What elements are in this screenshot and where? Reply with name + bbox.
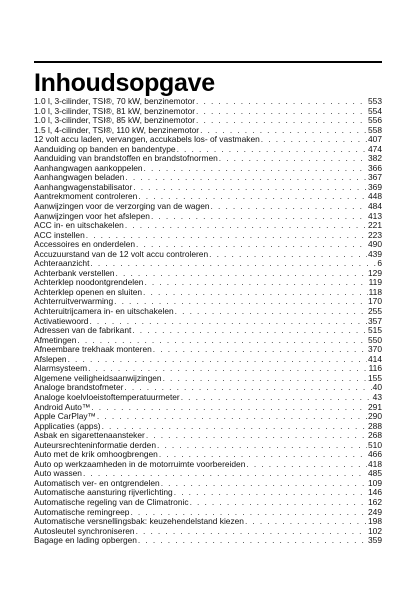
toc-entry-page-number: 198	[368, 516, 382, 527]
toc-entry-page-number: 291	[368, 401, 382, 412]
toc-dot-leader	[90, 259, 376, 269]
toc-entry-label: Afmetingen	[34, 334, 77, 345]
toc-entry-page-number: 466	[368, 449, 382, 460]
toc-entry-label: Achterbank verstellen	[34, 267, 115, 278]
toc-dot-leader	[211, 202, 367, 212]
toc-dot-leader	[261, 135, 367, 145]
toc-dot-leader	[196, 116, 367, 126]
toc-entry-label: Analoge koelvloeistoftemperatuurmeter	[34, 391, 180, 402]
toc-entry-page-number: 249	[368, 506, 382, 517]
toc-entry-page-number: 255	[368, 306, 382, 317]
toc-dot-leader	[245, 517, 367, 527]
toc-entry-page-number: 413	[368, 210, 382, 221]
toc-entry-label: Autosleutel synchroniseren	[34, 525, 135, 536]
toc-entry-page-number: 370	[368, 344, 382, 355]
toc-dot-leader	[190, 498, 367, 508]
toc-entry-label: Automatisch ver- en ontgrendelen	[34, 477, 160, 488]
toc-entry-page-number: 485	[368, 468, 382, 479]
toc-entry-page-number: 448	[368, 191, 382, 202]
toc-entry-label: Aanhangwagenstabilisator	[34, 181, 133, 192]
toc-entry-label: Auto op werkzaamheden in de motorruimte voorbereiden	[34, 458, 246, 469]
toc-entry-page-number: 484	[368, 201, 382, 212]
toc-entry-label: 1.0 l, 3-cilinder, TSI®, 85 kW, benzinemotor	[34, 115, 196, 126]
toc-dot-leader	[151, 212, 367, 222]
toc-entry-label: Accuzuurstand van de 12 volt accu controleren	[34, 248, 209, 259]
toc-entry-page-number: 288	[368, 420, 382, 431]
toc-entry-page-number: 558	[368, 124, 382, 135]
toc-entry-page-number: 116	[368, 363, 382, 374]
toc-entry-label: Adressen van de fabrikant	[34, 325, 132, 336]
toc-entry-label: Accessoires en onderdelen	[34, 239, 136, 250]
toc-entry-page-number: 155	[368, 372, 382, 383]
toc-dot-leader	[209, 250, 367, 260]
toc-dot-leader	[246, 460, 367, 470]
toc-entry-page-number: 221	[368, 220, 382, 231]
toc-entry-page-number: 109	[368, 477, 382, 488]
toc-entry-page-number: 6	[377, 258, 382, 269]
toc-dot-leader	[143, 288, 368, 298]
toc-dot-leader	[116, 269, 367, 279]
toc-dot-leader	[196, 107, 367, 117]
toc-entry-page-number: 268	[368, 430, 382, 441]
toc-dot-leader	[133, 183, 367, 193]
toc-entry-page-number: 43	[372, 391, 382, 402]
toc-entry-page-number: 554	[368, 105, 382, 116]
toc-entry-label: Aanduiding van brandstoffen en brandstofnormen	[34, 153, 218, 164]
toc-entry-label: 1.5 l, 4-cilinder, TSI®, 110 kW, benzinemotor	[34, 124, 200, 135]
toc-entry-page-number: 146	[368, 487, 382, 498]
toc-entry[interactable]	[34, 326, 382, 336]
toc-entry-page-number: 119	[368, 277, 382, 288]
toc-dot-leader	[68, 355, 367, 365]
toc-entry-label: Afneembare trekhaak monteren	[34, 344, 152, 355]
toc-entry-label: Asbak en sigarettenaansteker	[34, 430, 145, 441]
toc-entry-page-number: 382	[368, 153, 382, 164]
toc-dot-leader	[125, 173, 367, 183]
toc-entry-page-number: 556	[368, 115, 382, 126]
toc-entry-label: 12 volt accu laden, vervangen, accukabels los- of vastmaken	[34, 134, 260, 145]
toc-dot-leader	[157, 441, 367, 451]
toc-dot-leader	[89, 317, 367, 327]
toc-entry-page-number: 510	[368, 439, 382, 450]
toc-entry-page-number: 439	[368, 248, 382, 259]
toc-dot-leader	[163, 374, 367, 384]
toc-dot-leader	[196, 97, 367, 107]
toc-entry-label: Applicaties (apps)	[34, 420, 101, 431]
toc-entry-page-number: 162	[368, 496, 382, 507]
toc-entry-label: Aanduiding op banden en bandentype	[34, 143, 176, 154]
toc-dot-leader	[144, 278, 367, 288]
toc-dot-leader	[132, 326, 367, 336]
toc-entry-page-number: 40	[372, 382, 382, 393]
toc-entry-page-number: 550	[368, 334, 382, 345]
toc-entry-label: Auto met de krik omhoogbrengen	[34, 449, 158, 460]
toc-entry-label: Achterklep noodontgrendelen	[34, 277, 144, 288]
toc-entry-page-number: 223	[368, 229, 382, 240]
toc-entry-label: Automatische remingreep	[34, 506, 130, 517]
toc-dot-leader	[181, 393, 372, 403]
toc-entry[interactable]	[34, 345, 382, 355]
toc-entry-label: Automatische versnellingsbak: keuzehendelstand kiezen	[34, 516, 244, 527]
toc-dot-leader	[146, 431, 367, 441]
toc-entry-label: Auteursrechteninformatie derden	[34, 439, 156, 450]
toc-entry-page-number: 102	[368, 525, 382, 536]
toc-entry-label: Automatische regeling van de Climatronic	[34, 496, 189, 507]
toc-entry-label: Afslepen	[34, 353, 67, 364]
toc-entry-label: Aanwijzingen voor de verzorging van de wagen	[34, 201, 210, 212]
toc-entry-label: Aanhangwagen beladen	[34, 172, 125, 183]
toc-entry-label: Aantrekmoment controleren	[34, 191, 138, 202]
toc-entry-page-number: 290	[368, 411, 382, 422]
toc-entry[interactable]	[34, 460, 382, 470]
toc-dot-leader	[136, 527, 367, 537]
toc-entry-label: ACC instellen	[34, 229, 85, 240]
toc-entry-label: Bagage en lading opbergen	[34, 535, 137, 546]
toc-entry-label: Achteraanzicht	[34, 258, 90, 269]
toc-dot-leader	[219, 154, 367, 164]
toc-entry-label: 1.0 l, 3-cilinder, TSI®, 81 kW, benzinemotor	[34, 105, 196, 116]
toc-entry-label: Android Auto™	[34, 401, 91, 412]
toc-entry-label: Auto wassen	[34, 468, 82, 479]
toc-entry-page-number: 118	[368, 286, 382, 297]
toc-entry-label: Automatische aansturing rijverlichting	[34, 487, 173, 498]
toc-entry-label: Analoge brandstofmeter	[34, 382, 124, 393]
toc-entry-label: Activatiewoord	[34, 315, 89, 326]
toc-entry-page-number: 170	[368, 296, 382, 307]
toc-dot-leader	[125, 221, 367, 231]
table-of-contents	[34, 97, 382, 546]
toc-entry-page-number: 357	[368, 315, 382, 326]
toc-entry-page-number: 515	[368, 325, 382, 336]
toc-dot-leader	[91, 403, 367, 413]
toc-entry-page-number: 414	[368, 353, 382, 364]
toc-entry-page-number: 369	[368, 181, 382, 192]
toc-dot-leader	[138, 536, 367, 546]
toc-dot-leader	[175, 307, 367, 317]
toc-entry[interactable]	[34, 221, 382, 231]
toc-dot-leader	[144, 164, 368, 174]
toc-dot-leader	[174, 488, 367, 498]
toc-entry-page-number: 418	[368, 458, 382, 469]
toc-entry-page-number: 366	[368, 162, 382, 173]
toc-entry-page-number: 474	[368, 143, 382, 154]
page-title: Inhoudsopgave	[34, 69, 215, 97]
toc-entry-page-number: 407	[368, 134, 382, 145]
toc-entry-page-number: 553	[368, 96, 382, 106]
toc-entry-page-number: 367	[368, 172, 382, 183]
toc-entry-label: 1.0 l, 3-cilinder, TSI®, 70 kW, benzinemotor	[34, 96, 196, 106]
toc-entry[interactable]	[34, 536, 382, 546]
toc-entry-label: Aanwijzingen voor het afslepen	[34, 210, 150, 221]
toc-entry-label: Achterruitverwarming	[34, 296, 114, 307]
header-rule	[34, 61, 382, 63]
toc-entry-page-number: 490	[368, 239, 382, 250]
toc-entry-label: Algemene veiligheidsaanwijzingen	[34, 372, 162, 383]
toc-entry-page-number: 129	[368, 267, 382, 278]
toc-entry-page-number: 359	[368, 535, 382, 546]
toc-dot-leader	[161, 479, 367, 489]
toc-entry-label: Achteruitrijcamera in- en uitschakelen	[34, 306, 174, 317]
toc-dot-leader	[153, 345, 367, 355]
toc-entry-label: Alarmsysteem	[34, 363, 88, 374]
toc-entry-label: Aanhangwagen aankoppelen	[34, 162, 143, 173]
toc-dot-leader	[97, 412, 367, 422]
toc-entry-label: Apple CarPlay™	[34, 411, 96, 422]
toc-entry-label: Achterklep openen en sluiten	[34, 286, 143, 297]
toc-entry-label: ACC in- en uitschakelen	[34, 220, 124, 231]
